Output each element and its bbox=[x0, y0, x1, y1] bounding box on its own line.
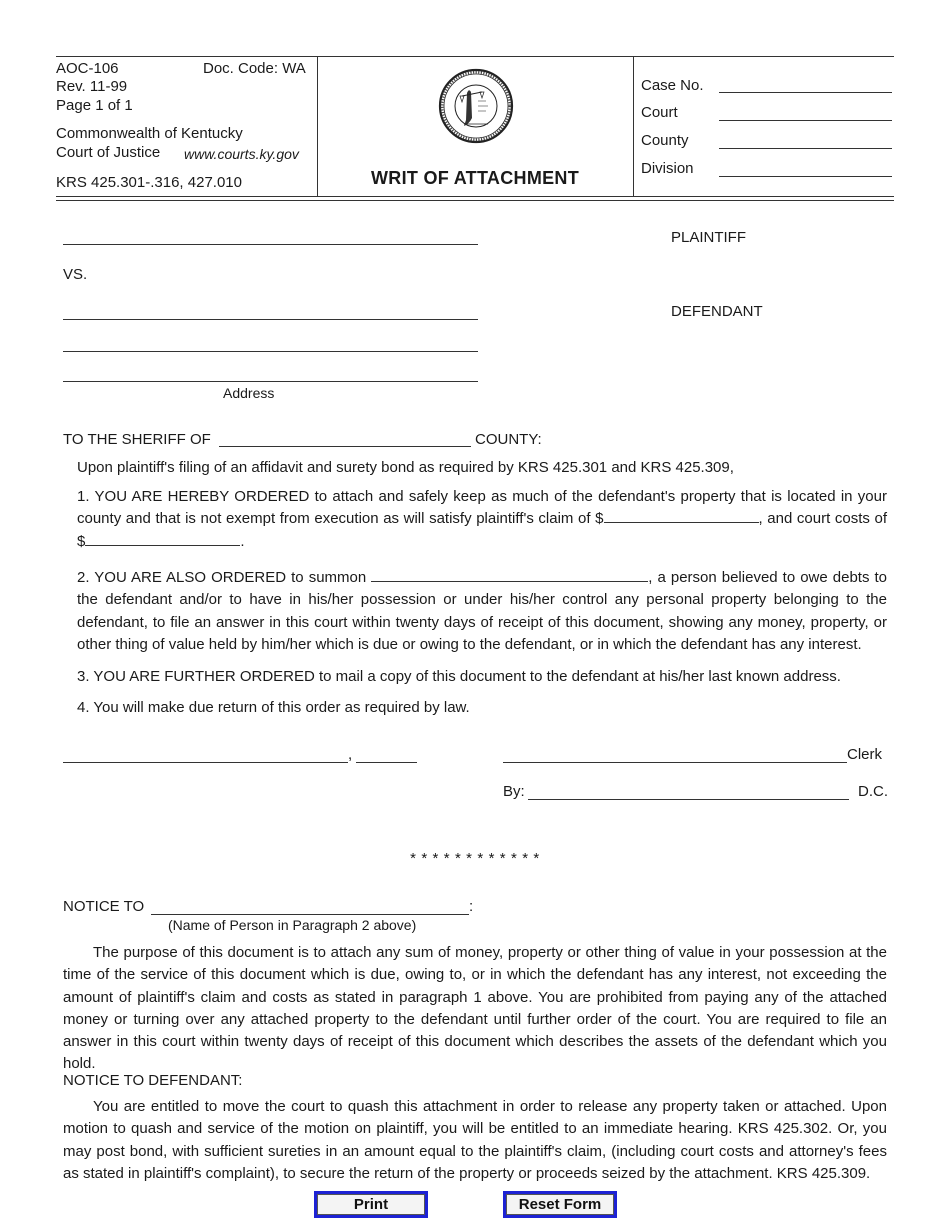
notice-purpose-paragraph: The purpose of this document is to attach any sum of money, property or other thing of value in your possession at the time of the service of this document which is due, owing to, or in which the defendant has any interest, not exceeding the amount of plaintiff's claim and costs as stated in paragraph 1 above. You are prohibited from paying any of the attached money or turning over any attached property to the defendant until further order of the court. You are required to file an answer in this court within twenty days of receipt of this document which describes the assets of the defendant which you hold. bbox=[63, 944, 887, 1073]
notice-to-label: NOTICE TO bbox=[63, 898, 145, 915]
court-website: www.courts.ky.gov bbox=[184, 146, 299, 162]
defendant-address-field-1[interactable] bbox=[63, 351, 478, 352]
to-sheriff-label: TO THE SHERIFF OF bbox=[63, 431, 211, 448]
sheriff-county-field[interactable] bbox=[219, 446, 471, 447]
print-button[interactable] bbox=[314, 1191, 428, 1218]
reset-form-button[interactable] bbox=[503, 1191, 617, 1218]
header-bottom-rule bbox=[56, 196, 894, 197]
division-label: Division bbox=[641, 160, 694, 177]
paragraph-1 bbox=[77, 486, 887, 553]
dc-label: D.C. bbox=[858, 783, 888, 800]
clerk-signature-field[interactable] bbox=[503, 762, 847, 763]
plaintiff-name-field[interactable] bbox=[63, 244, 478, 245]
address-caption: Address bbox=[223, 385, 275, 401]
plaintiff-label: PLAINTIFF bbox=[671, 229, 747, 246]
defendant-address-field-2[interactable] bbox=[63, 381, 478, 382]
county-label: County bbox=[641, 132, 689, 149]
header-bottom-rule-2 bbox=[56, 200, 894, 201]
paragraph-2-rest: , a person believed to owe debts to the defendant and/or to have in his/her possession or under his/her control any personal property belonging to the defendant, to file an answer in this court within twenty days of receipt of this document, showing any money, property, or other thing of value held by him/her which is due or owing to the defendant, or in which the defendant has any interest. bbox=[77, 569, 888, 653]
statutes: KRS 425.301-.316, 427.010 bbox=[56, 174, 242, 191]
separator-asterisks: * * * * * * * * * * * * bbox=[410, 850, 540, 867]
deputy-clerk-signature-field[interactable] bbox=[528, 799, 849, 800]
form-revision: Rev. 11-99 bbox=[56, 78, 128, 95]
defendant-label: DEFENDANT bbox=[671, 303, 763, 320]
paragraph-1-text: 1. YOU ARE HEREBY ORDERED to attach and safely keep as much of the defendant's property that is located in your county and that is not exempt from execution as will satisfy plaintiff's claim of $ bbox=[77, 488, 887, 528]
court-costs-field[interactable] bbox=[85, 531, 240, 546]
doc-code: Doc. Code: WA bbox=[203, 60, 306, 77]
notice-defendant-paragraph: You are entitled to move the court to quash this attachment in order to release any property taken or attached. Upon motion to quash and service of the motion on plaintiff, you will be entitled to an immediate hearing. KRS 425.302. Or, you may post bond, with sufficient sureties in an amount equal to the plaintiff's claim, (including court costs and attorney's fees as stated in plaintiff's complaint), to secure the return of the property or proceeds seized by the attachment. KRS 425.309. bbox=[63, 1098, 887, 1182]
court-seal bbox=[436, 68, 516, 144]
print-button-label: Print bbox=[317, 1194, 425, 1215]
county-suffix-label: COUNTY: bbox=[475, 431, 542, 448]
case-number-label: Case No. bbox=[641, 77, 704, 94]
date-comma: , bbox=[348, 746, 353, 763]
seal-icon bbox=[436, 68, 516, 144]
paragraph-1-end: . bbox=[240, 532, 245, 550]
court-field[interactable] bbox=[719, 120, 892, 121]
county-field[interactable] bbox=[719, 148, 892, 149]
header-top-rule bbox=[56, 56, 894, 57]
paragraph-3: 3. YOU ARE FURTHER ORDERED to mail a copy of this document to the defendant at his/her last known address. bbox=[77, 668, 841, 685]
notice-name-caption: (Name of Person in Paragraph 2 above) bbox=[168, 917, 417, 933]
paragraph-1-costs-text: , and court costs of $ bbox=[77, 510, 888, 550]
notice-colon: : bbox=[469, 898, 474, 915]
intro-paragraph: Upon plaintiff's filing of an affidavit and surety bond as required by KRS 425.301 and KRS 425.309, bbox=[77, 459, 734, 476]
paragraph-4: 4. You will make due return of this order as required by law. bbox=[77, 699, 470, 716]
form-title: WRIT OF ATTACHMENT bbox=[370, 168, 580, 188]
court-of-justice: Court of Justice bbox=[56, 144, 161, 161]
paragraph-2-text: 2. YOU ARE ALSO ORDERED to summon bbox=[77, 569, 367, 586]
header-divider-right bbox=[633, 56, 634, 196]
notice-name-field[interactable] bbox=[151, 914, 469, 915]
by-label: By: bbox=[503, 783, 525, 800]
clerk-label: Clerk bbox=[847, 746, 883, 763]
page-count: Page 1 of 1 bbox=[56, 97, 133, 114]
garnishee-name-field[interactable] bbox=[371, 567, 648, 582]
claim-amount-field[interactable] bbox=[604, 508, 759, 523]
notice-defendant-heading: NOTICE TO DEFENDANT: bbox=[63, 1072, 243, 1089]
state-name: Commonwealth of Kentucky bbox=[56, 125, 243, 142]
date-field[interactable] bbox=[63, 762, 348, 763]
year-field[interactable] bbox=[356, 762, 417, 763]
vs-label: VS. bbox=[63, 266, 88, 283]
reset-form-button-label: Reset Form bbox=[506, 1194, 614, 1215]
defendant-name-field[interactable] bbox=[63, 319, 478, 320]
case-number-field[interactable] bbox=[719, 92, 892, 93]
form-number: AOC-106 bbox=[56, 60, 119, 77]
paragraph-2 bbox=[77, 567, 887, 656]
court-label: Court bbox=[641, 104, 678, 121]
division-field[interactable] bbox=[719, 176, 892, 177]
